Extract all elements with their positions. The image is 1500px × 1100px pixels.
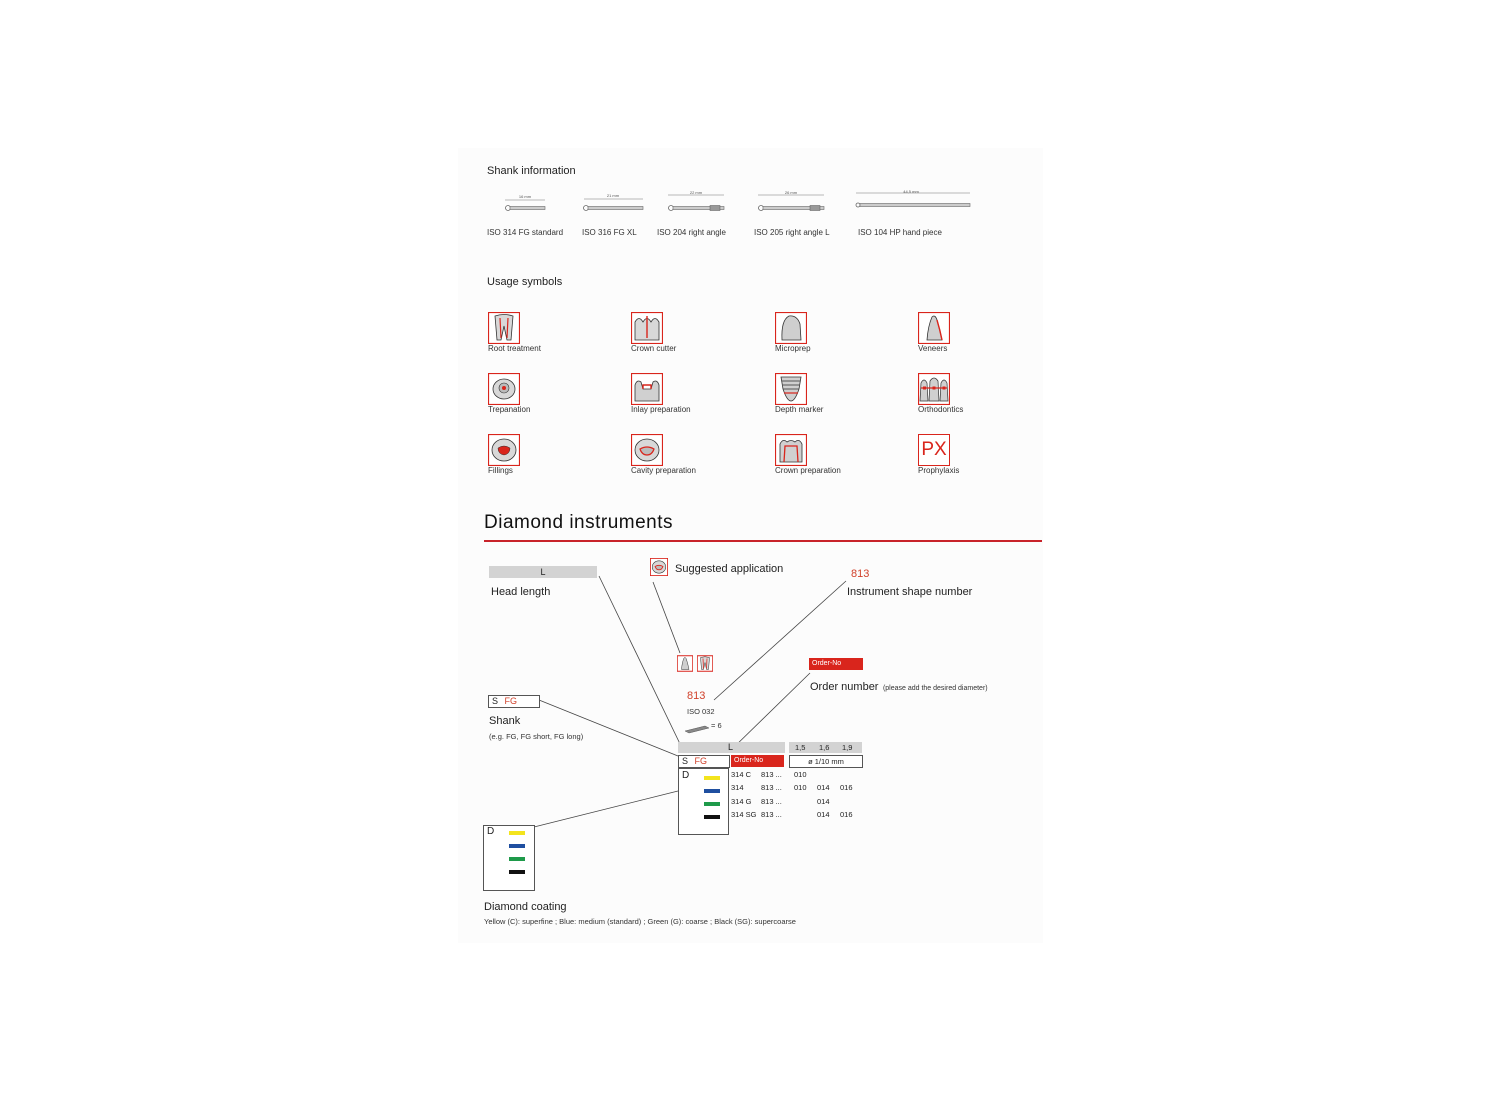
prophylaxis-icon: PX <box>918 434 950 466</box>
usage-section-title: Usage symbols <box>487 276 563 288</box>
shank-box <box>488 695 540 708</box>
head-length-box: L <box>489 566 597 578</box>
veneers-mini-icon <box>677 655 693 672</box>
shape-number-label: Instrument shape number <box>847 586 973 598</box>
coating-legend-d: D <box>487 826 495 837</box>
head-length-label: Head length <box>491 586 551 598</box>
veneers-label: Veneers <box>918 344 948 353</box>
order-number-label: Order number <box>810 681 879 693</box>
center-iso: ISO 032 <box>687 707 715 716</box>
row-order: 314 <box>731 783 744 792</box>
shank-iso205-dim: 26 mm <box>784 190 798 195</box>
shape-number-value: 813 <box>851 568 870 580</box>
suggested-application-label: Suggested application <box>675 563 784 575</box>
shank-iso104-dim: 44,5 mm <box>903 189 919 194</box>
table-coating-black-bar <box>704 815 720 819</box>
coating-blue-bar <box>509 844 525 848</box>
coating-black-bar <box>509 870 525 874</box>
shank-iso204-dim: 22 mm <box>689 190 703 195</box>
prophylaxis-label: Prophylaxis <box>918 466 960 475</box>
shank-note: (e.g. FG, FG short, FG long) <box>489 732 584 741</box>
row-order: 314 SG <box>731 810 757 819</box>
table-l-header <box>678 742 785 753</box>
order-number-note: (please add the desired diameter) <box>882 685 988 692</box>
inlay-preparation-label: Inlay preparation <box>631 405 691 414</box>
diamond-section-title: Diamond instruments <box>484 512 674 533</box>
crown-preparation-label: Crown preparation <box>775 466 841 475</box>
shank-iso104-label: ISO 104 HP hand piece <box>858 228 942 237</box>
row-size-2: 014 <box>817 783 830 792</box>
trepanation-label: Trepanation <box>488 405 531 414</box>
root-treatment-label: Root treatment <box>488 344 541 353</box>
row-size-3: 016 <box>840 783 853 792</box>
fillings-label: Fillings <box>488 466 513 475</box>
coating-yellow-bar <box>509 831 525 835</box>
root-treatment-mini-icon <box>697 655 713 672</box>
shank-iso314-dim: 16 mm <box>518 194 532 199</box>
table-coating-blue-bar <box>704 789 720 793</box>
table-coating-cell <box>678 768 729 835</box>
order-number-row <box>810 677 988 695</box>
table-shank-fg: FG <box>694 756 708 766</box>
orthodontics-label: Orthodontics <box>918 405 964 414</box>
table-diameter-1: 1,5 <box>795 743 806 752</box>
table-diameter-3: 1,9 <box>842 743 853 752</box>
shank-box-fg: FG <box>504 696 518 706</box>
table-shank-s: S <box>682 756 689 766</box>
row-order: 314 G <box>731 797 752 806</box>
row-size-2: 014 <box>817 797 830 806</box>
shank-label: Shank <box>489 715 521 727</box>
coating-green-bar <box>509 857 525 861</box>
row-size-1: 010 <box>794 783 807 792</box>
suggested-application-icon <box>650 558 668 576</box>
instrument-head-icon <box>683 721 713 735</box>
order-number-box: Order-No <box>809 658 863 670</box>
center-shape-number: 813 <box>687 690 706 702</box>
coating-label: Diamond coating <box>484 901 567 913</box>
shank-iso204-label: ISO 204 right angle <box>657 228 726 237</box>
table-diameter-2: 1,6 <box>819 743 830 752</box>
catalog-page <box>458 148 1043 943</box>
coating-note: Yellow (C): superfine ; Blue: medium (standard) ; Green (G): coarse ; Black (SG): supercoarse <box>484 917 796 926</box>
shank-iso316-dim: 21 mm <box>606 193 620 198</box>
shank-section-title: Shank information <box>487 165 576 177</box>
table-order-no-header: Order-No <box>731 755 784 767</box>
table-unit-header: ø 1/10 mm <box>789 755 863 768</box>
shank-iso316-label: ISO 316 FG XL <box>582 228 637 237</box>
shank-iso205-label: ISO 205 right angle L <box>754 228 830 237</box>
row-order: 314 C <box>731 770 752 779</box>
coating-legend-box <box>483 825 535 891</box>
row-shape: 813 ... <box>761 770 782 779</box>
row-shape: 813 ... <box>761 810 782 819</box>
table-diameter-header <box>789 742 862 753</box>
row-shape: 813 ... <box>761 783 782 792</box>
connector-lines <box>458 148 1043 943</box>
center-count: = 6 <box>711 721 722 730</box>
table-coating-green-bar <box>704 802 720 806</box>
table-l-label: L <box>727 742 733 752</box>
cavity-preparation-label: Cavity preparation <box>631 466 696 475</box>
depth-marker-label: Depth marker <box>775 405 824 414</box>
shank-box-s: S <box>492 696 499 706</box>
row-size-3: 016 <box>840 810 853 819</box>
crown-cutter-label: Crown cutter <box>631 344 677 353</box>
row-size-1: 010 <box>794 770 807 779</box>
table-coating-d: D <box>682 770 690 781</box>
microprep-label: Microprep <box>775 344 811 353</box>
table-shank-cell <box>678 755 730 768</box>
table-coating-yellow-bar <box>704 776 720 780</box>
row-size-2: 014 <box>817 810 830 819</box>
shank-iso314-label: ISO 314 FG standard <box>487 228 564 237</box>
row-shape: 813 ... <box>761 797 782 806</box>
